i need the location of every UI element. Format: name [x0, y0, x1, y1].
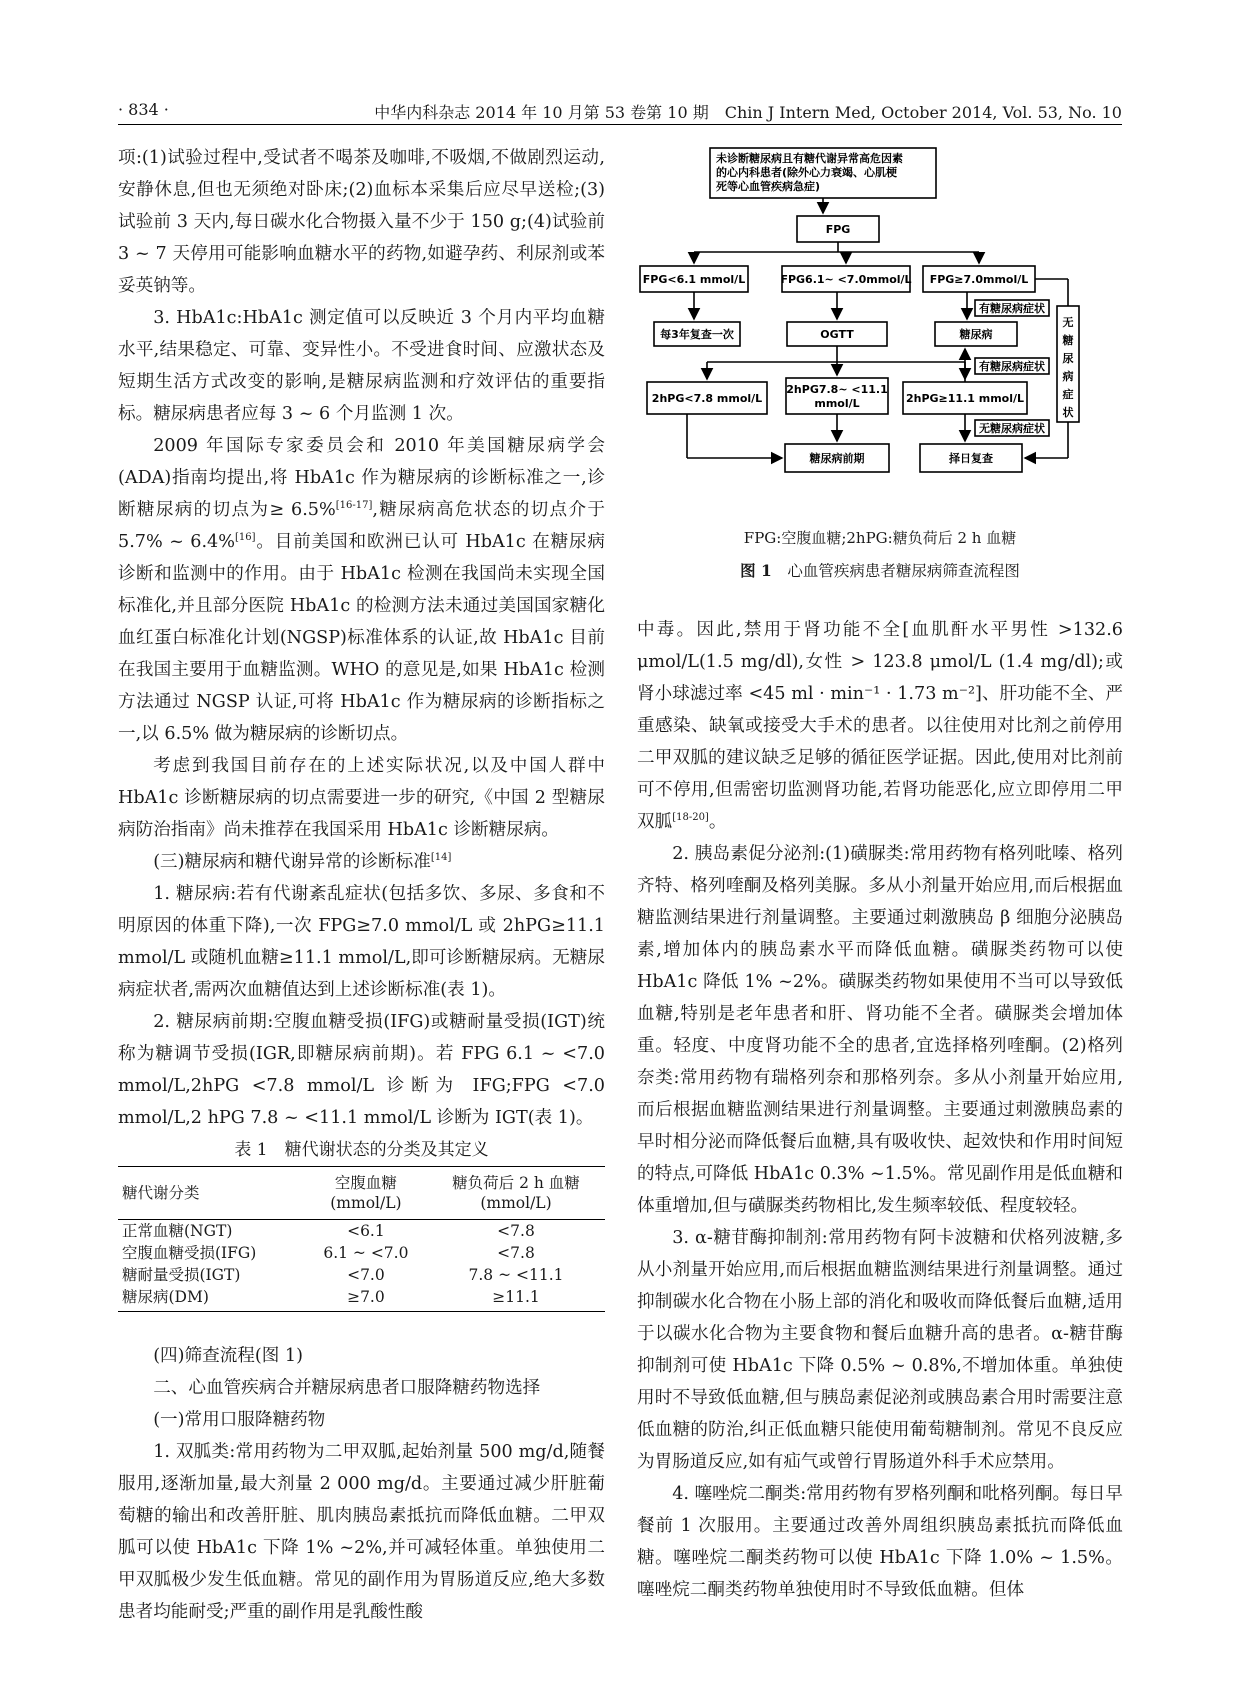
table-header: 空腹血糖 (mmol/L): [305, 1167, 427, 1220]
citation-ref: [16-17]: [335, 500, 373, 512]
paragraph: 3. α-糖苷酶抑制剂:常用药物有阿卡波糖和伏格列波糖,多从小剂量开始应用,而后根据血糖监测结果进行剂量调整。通过抑制碳水化合物在小肠上部的消化和吸收而降低餐后血糖,适用于以碳水化合物为主要食物和餐后血糖升高的患者。α-糖苷酶抑制剂可使 HbA1c 下降 0.5% ~ 0.8%,不增加体重。单独使用时不导致低血糖,但与胰岛素促泌剂或胰岛素合用时需要注意低血糖的防治,纠正低血糖只能使用葡萄糖制剂。常见不良反应为胃肠道反应,如有疝气或曾行胃肠道外科手术应禁用。: [637, 1228, 1123, 1472]
table-cell: 空腹血糖受损(IFG): [122, 1244, 257, 1262]
table-cell: <7.0: [347, 1266, 385, 1284]
flow-text: 病: [1062, 370, 1074, 383]
screening-flowchart: [637, 142, 1123, 522]
table-caption: 表 1 糖代谢状态的分类及其定义: [234, 1140, 489, 1160]
table-cell: ≥7.0: [305, 1286, 427, 1312]
table-cell: ≥11.1: [427, 1286, 605, 1312]
flow-text: 每3年复查一次: [660, 328, 734, 341]
flow-text: 无: [1062, 316, 1074, 329]
flow-text: 2hPG≥11.1 mmol/L: [905, 392, 1025, 405]
table-cell: 糖尿病(DM): [118, 1286, 305, 1312]
flow-text: FPG: [825, 223, 851, 236]
flow-text: 尿: [1062, 352, 1074, 365]
flow-text: 状: [1062, 406, 1074, 419]
right-column: [637, 614, 1123, 1606]
table-cell: 7.8 ~ <11.1: [468, 1266, 564, 1284]
citation-ref: [18-20]: [672, 812, 709, 824]
table-cell: <7.8: [497, 1222, 535, 1240]
flow-text: 无糖尿病症状: [979, 422, 1045, 435]
flow-text: 择日复查: [949, 452, 993, 465]
journal-citation: 中华内科杂志 2014 年 10 月第 53 卷第 10 期 Chin J Intern Med, October 2014, Vol. 53, No. 10: [374, 103, 1122, 122]
section-heading: (四)筛查流程(图 1): [153, 1346, 303, 1366]
section-heading: 二、心血管疾病合并糖尿病患者口服降糖药物选择: [153, 1378, 541, 1398]
figure-1: [637, 142, 1123, 602]
flow-text: 死等心血管疾病急症): [716, 180, 821, 193]
left-column: [118, 142, 605, 1628]
figure-label: 图 1: [740, 561, 772, 580]
section-heading: (三)糖尿病和糖代谢异常的诊断标准[14]: [153, 852, 452, 872]
flow-text: FPG6.1~ <7.0mmol/L: [780, 273, 912, 286]
paragraph: 考虑到我国目前存在的上述实际状况,以及中国人群中 HbA1c 诊断糖尿病的切点需要进一步的研究,《中国 2 型糖尿病防治指南》尚未推荐在我国采用 HbA1c 诊断糖尿病。: [118, 756, 605, 840]
citation-ref: [16]: [234, 532, 256, 544]
flow-text: 未诊断糖尿病且有糖代谢异常高危因素: [716, 152, 903, 165]
flow-text: 糖: [1062, 334, 1074, 347]
flow-text: FPG<6.1 mmol/L: [642, 273, 746, 286]
paragraph: 项:(1)试验过程中,受试者不喝茶及咖啡,不吸烟,不做剧烈运动,安静休息,但也无须绝对卧床;(2)血标本采集后应尽早送检;(3)试验前 3 天内,每日碳水化合物摄入量不少于 150 g;(4)试验前 3 ~ 7 天停用可能影响血糖水平的药物,如避孕药、利尿剂或苯妥英钠等。: [118, 148, 605, 296]
paragraph: 3. HbA1c:HbA1c 测定值可以反映近 3 个月内平均血糖水平,结果稳定、可靠、变异性小。不受进食时间、应激状态及短期生活方式改变的影响,是糖尿病监测和疗效评估的重要指标。糖尿病患者应每 3 ~ 6 个月监测 1 次。: [118, 308, 605, 424]
page-number: · 834 ·: [118, 100, 169, 119]
paragraph: 1. 双胍类:常用药物为二甲双胍,起始剂量 500 mg/d,随餐服用,逐渐加量,最大剂量 2 000 mg/d。主要通过减少肝脏葡萄糖的输出和改善肝脏、肌肉胰岛素抵抗而降低血糖。二甲双胍可以使 HbA1c 下降 1% ~2%,并可减轻体重。单独使用二甲双胍极少发生低血糖。常见的副作用为胃肠道反应,绝大多数患者均能耐受;严重的副作用是乳酸性酸: [118, 1442, 605, 1622]
header-rule: [118, 124, 1122, 125]
paragraph: 2. 糖尿病前期:空腹血糖受损(IFG)或糖耐量受损(IGT)统称为糖调节受损(IGR,即糖尿病前期)。若 FPG 6.1 ~ <7.0 mmol/L,2hPG <7.8 mmol/L 诊断为 IFG;FPG <7.0 mmol/L,2 hPG 7.8 ~ <11.1 mmol/L 诊断为 IGT(表 1)。: [118, 1012, 605, 1128]
flow-text: FPG≥7.0mmol/L: [929, 273, 1029, 286]
flow-text: 有糖尿病症状: [979, 302, 1045, 315]
table-cell: <7.8: [497, 1244, 535, 1262]
paragraph: 1. 糖尿病:若有代谢紊乱症状(包括多饮、多尿、多食和不明原因的体重下降),一次 FPG≥7.0 mmol/L 或 2hPG≥11.1 mmol/L 或随机血糖≥11.1 mmol/L,即可诊断糖尿病。无糖尿病症状者,需两次血糖值达到上述诊断标准(表 1)。: [118, 884, 605, 1000]
classification-table: [118, 1166, 605, 1312]
flow-text: 2hPG<7.8 mmol/L: [651, 392, 763, 405]
flow-text: 症: [1062, 388, 1074, 401]
flow-text: 2hPG7.8~ <11.1: [786, 383, 888, 396]
flow-text: 有糖尿病症状: [979, 360, 1045, 373]
paragraph: 4. 噻唑烷二酮类:常用药物有罗格列酮和吡格列酮。每日早餐前 1 次服用。主要通过改善外周组织胰岛素抵抗而降低血糖。噻唑烷二酮类药物可以使 HbA1c 下降 1.0% ~ 1.5%。噻唑烷二酮类药物单独使用时不导致低血糖。但体: [637, 1484, 1123, 1600]
table-cell: 糖耐量受损(IGT): [122, 1266, 241, 1284]
flow-text: 糖尿病前期: [809, 452, 865, 465]
citation-ref: [14]: [430, 852, 452, 864]
table-header: 糖代谢分类: [118, 1167, 305, 1220]
flow-text: mmol/L: [814, 397, 860, 410]
table-header: 糖负荷后 2 h 血糖 (mmol/L): [427, 1167, 605, 1220]
table-row: [118, 1286, 605, 1312]
figure-caption: 图 1 心血管疾病患者糖尿病筛查流程图: [740, 561, 1020, 580]
running-header: [118, 98, 1122, 124]
table-row: [118, 1242, 605, 1264]
table-row: [118, 1220, 605, 1243]
table-row: [118, 1264, 605, 1286]
section-heading: (一)常用口服降糖药物: [153, 1410, 326, 1430]
flow-text: 糖尿病: [959, 328, 993, 341]
paragraph: 中毒。因此,禁用于肾功能不全[血肌酐水平男性 >132.6 μmol/L(1.5 mg/dl),女性 > 123.8 μmol/L (1.4 mg/dl);或肾小球滤过率 <45 ml · min⁻¹ · 1.73 m⁻²]、肝功能不全、严重感染、缺氧或接受大手术的患者。以往使用对比剂之前停用二甲双胍的建议缺乏足够的循征医学证据。因此,使用对比剂前可不停用,但需密切监测肾功能,若肾功能恶化,应立即停用二甲双胍[18-20]。: [637, 620, 1123, 832]
paragraph: 2009 年国际专家委员会和 2010 年美国糖尿病学会(ADA)指南均提出,将 HbA1c 作为糖尿病的诊断标准之一,诊断糖尿病的切点为≥ 6.5%[16-17],糖尿病高危状态的切点介于 5.7% ~ 6.4%[16]。目前美国和欧洲已认可 HbA1c 在糖尿病诊断和监测中的作用。由于 HbA1c 检测在我国尚未实现全国标准化,并且部分医院 HbA1c 的检测方法未通过美国国家糖化血红蛋白标准化计划(NGSP)标准体系的认证,故 HbA1c 目前在我国主要用于血糖监测。WHO 的意见是,如果 HbA1c 检测方法通过 NGSP 认证,可将 HbA1c 作为糖尿病的诊断指标之一,以 6.5% 做为糖尿病的诊断切点。: [118, 436, 606, 744]
flow-text: 的心内科患者(除外心力衰竭、心肌梗: [716, 166, 898, 179]
flow-text: OGTT: [820, 328, 854, 341]
paragraph: 2. 胰岛素促分泌剂:(1)磺脲类:常用药物有格列吡嗪、格列齐特、格列喹酮及格列美脲。多从小剂量开始应用,而后根据血糖监测结果进行剂量调整。主要通过刺激胰岛 β 细胞分泌胰岛素,增加体内的胰岛素水平而降低血糖。磺脲类药物可以使 HbA1c 降低 1% ~2%。磺脲类药物如果使用不当可以导致低血糖,特别是老年患者和肝、肾功能不全者。磺脲类会增加体重。轻度、中度肾功能不全的患者,宜选择格列喹酮。(2)格列奈类:常用药物有瑞格列奈和那格列奈。多从小剂量开始应用,而后根据血糖监测结果进行剂量调整。主要通过刺激胰岛素的早时相分泌而降低餐后血糖,具有吸收快、起效快和作用时间短的特点,可降低 HbA1c 0.3% ~1.5%。常见副作用是低血糖和体重增加,但与磺脲类药物相比,发生频率较低、程度较轻。: [637, 844, 1123, 1216]
table-cell: 6.1 ~ <7.0: [323, 1244, 409, 1262]
table-cell: 正常血糖(NGT): [122, 1222, 233, 1240]
table-cell: <6.1: [347, 1222, 385, 1240]
figure-note: FPG:空腹血糖;2hPG:糖负荷后 2 h 血糖: [743, 529, 1017, 547]
